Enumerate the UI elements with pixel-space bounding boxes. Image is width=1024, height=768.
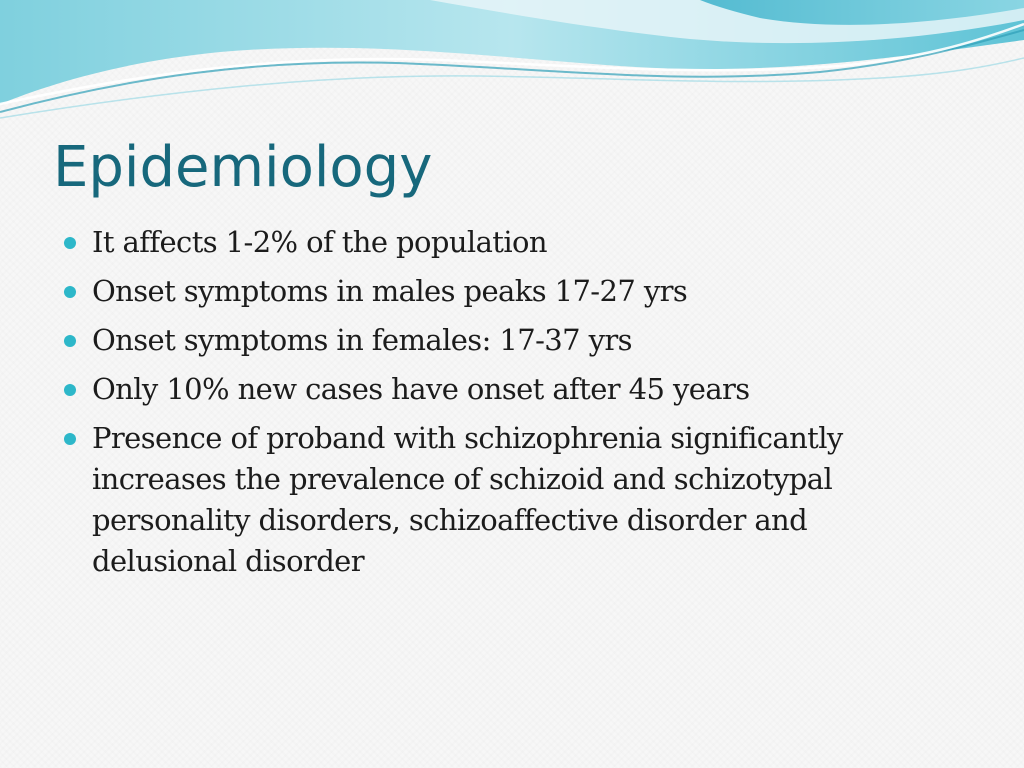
bullet-text: Onset symptoms in males peaks 17-27 yrs [92, 274, 688, 308]
bullet-item [62, 222, 922, 263]
header-wave-decoration [0, 0, 1024, 130]
bullet-item [62, 271, 922, 312]
slide-title: Epidemiology [53, 135, 433, 200]
bullet-item [62, 369, 922, 410]
bullet-text: Onset symptoms in females: 17-37 yrs [92, 323, 632, 357]
bullet-dot-icon [64, 237, 76, 249]
bullet-list [62, 222, 922, 590]
bullet-item [62, 320, 922, 361]
bullet-text: Presence of proband with schizophrenia significantly increases the prevalence of schizoid and schizotypal personality disorders, schizoaffective disorder and delusional disorder [92, 421, 843, 578]
bullet-text: It affects 1-2% of the population [92, 225, 547, 259]
bullet-dot-icon [64, 433, 76, 445]
bullet-item [62, 418, 922, 582]
bullet-dot-icon [64, 384, 76, 396]
bullet-text: Only 10% new cases have onset after 45 years [92, 372, 750, 406]
bullet-dot-icon [64, 335, 76, 347]
bullet-dot-icon [64, 286, 76, 298]
